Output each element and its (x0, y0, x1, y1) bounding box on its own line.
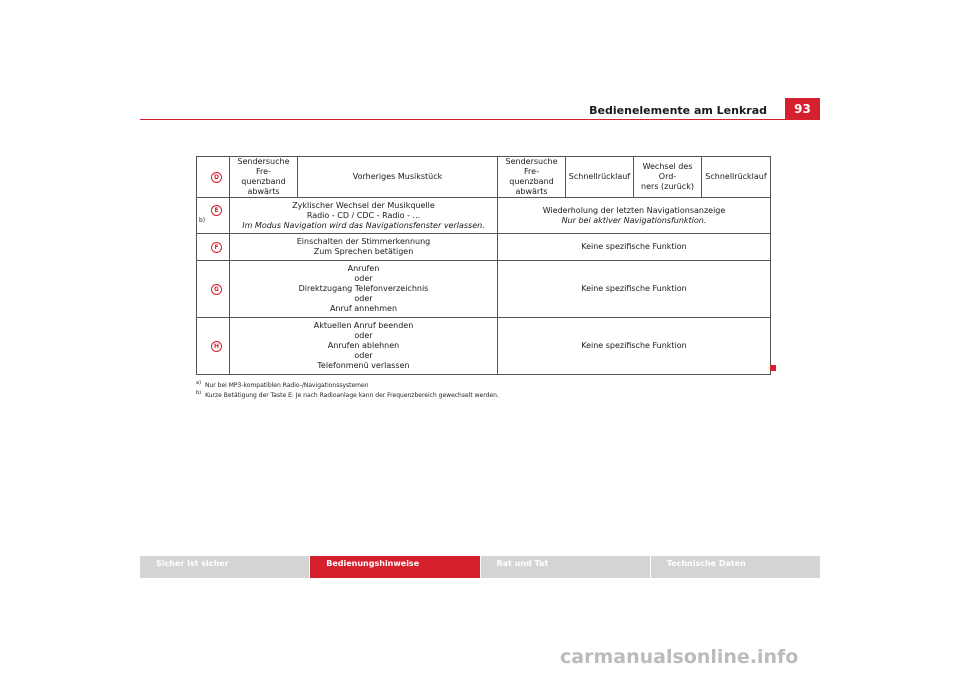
row-key-cell (197, 234, 230, 261)
table-cell (498, 234, 771, 261)
tab-rat-und-tat[interactable]: Rat und Tat (481, 556, 650, 578)
tab-sicher-ist-sicher[interactable]: Sicher ist sicher (140, 556, 309, 578)
header-rule (140, 119, 820, 120)
cell-text: Einschalten der Stimmerkennung Zum Sprechen betätigen (296, 237, 431, 256)
table-row (197, 234, 771, 261)
footnote (196, 380, 369, 389)
cell-text: Wechsel des Ord- ners (zurück) (641, 162, 694, 191)
cell-note: Im Modus Navigation wird das Navigationsfenster verlassen. (242, 220, 485, 230)
cell-text: Radio - CD / CDC - Radio - ... (306, 210, 421, 220)
table-cell (498, 261, 771, 318)
page-title: Bedienelemente am Lenkrad (589, 104, 767, 117)
section-end-marker (770, 365, 776, 371)
button-f-icon: F (211, 242, 222, 253)
table-row (197, 318, 771, 375)
cell-note: Nur bei aktiver Navigationsfunktion. (561, 215, 707, 225)
button-h-icon: H (211, 341, 222, 352)
table-row (197, 198, 771, 234)
table-cell (702, 157, 771, 198)
tab-bedienungshinweise[interactable]: Bedienungshinweise (310, 556, 479, 578)
row-key-cell (197, 198, 230, 234)
cell-text: Keine spezifische Funktion (581, 242, 687, 251)
cell-text: Keine spezifische Funktion (581, 341, 687, 350)
row-key-cell (197, 318, 230, 375)
table-row (197, 261, 771, 318)
steering-controls-table (196, 156, 771, 375)
button-e-icon: E (211, 205, 222, 216)
cell-text: Schnellrücklauf (568, 172, 631, 181)
row-key-cell (197, 261, 230, 318)
row-key-cell (197, 157, 230, 198)
button-d-icon: D (211, 172, 222, 183)
table-cell (230, 157, 298, 198)
table-cell (498, 318, 771, 375)
table-cell (566, 157, 634, 198)
footnote-marker: b) (199, 217, 206, 224)
table-cell (498, 198, 771, 234)
cell-text: Sendersuche Fre- quenzband abwärts (237, 157, 290, 196)
cell-text: Aktuellen Anruf beenden oder Anrufen ablehnen oder Telefonmenü verlassen (313, 321, 414, 370)
footnote-text: Nur bei MP3-kompatiblen Radio-/Navigationssystemen (205, 382, 369, 389)
button-g-icon: G (211, 284, 222, 295)
table-cell (634, 157, 702, 198)
page-number: 93 (785, 98, 820, 120)
footnote (196, 390, 499, 399)
cell-text: Wiederholung der letzten Navigationsanzeige (542, 205, 726, 215)
watermark: carmanualsonline.info (560, 646, 799, 668)
cell-text: Keine spezifische Funktion (581, 284, 687, 293)
cell-text: Anrufen oder Direktzugang Telefonverzeichnis oder Anruf annehmen (298, 264, 429, 313)
footer-nav (140, 556, 820, 578)
tab-technische-daten[interactable]: Technische Daten (651, 556, 820, 578)
cell-text: Schnellrücklauf (705, 172, 767, 181)
table-row (197, 157, 771, 198)
table-cell (230, 198, 498, 234)
table-cell (498, 157, 566, 198)
footnote-mark: b) (196, 390, 202, 396)
table-cell (230, 261, 498, 318)
cell-text: Zyklischer Wechsel der Musikquelle (292, 200, 435, 210)
footnote-mark: a) (196, 380, 202, 386)
cell-text: Sendersuche Fre- quenzband abwärts (505, 157, 558, 196)
table-cell (230, 318, 498, 375)
table-cell (230, 234, 498, 261)
cell-text: Vorheriges Musikstück (352, 172, 443, 181)
footnote-text: Kurze Betätigung der Taste E: Je nach Radioanlage kann der Frequenzbereich gewechselt werden. (205, 392, 499, 399)
table-cell (298, 157, 498, 198)
